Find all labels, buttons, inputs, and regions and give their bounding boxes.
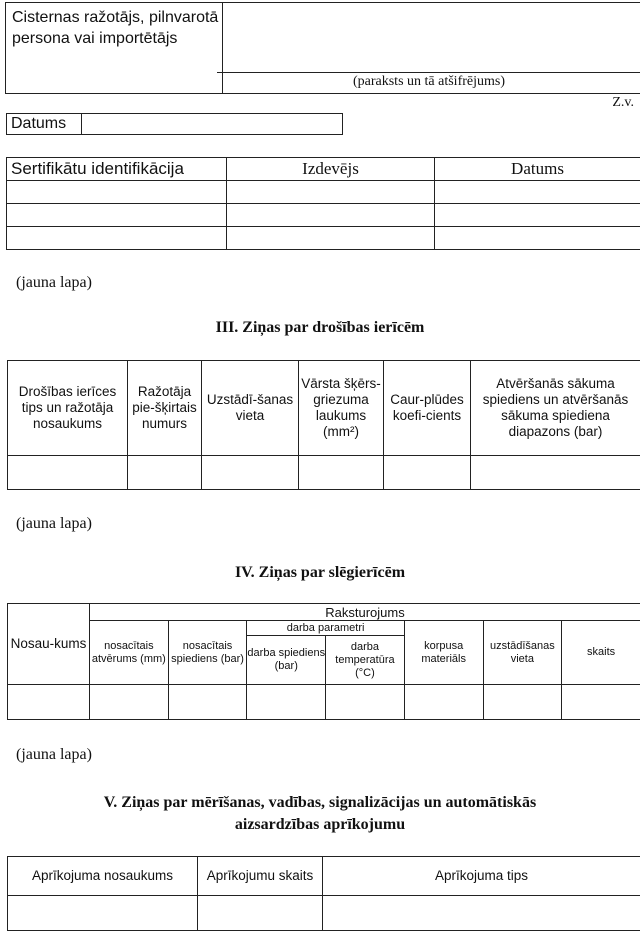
table-cell[interactable]	[326, 685, 405, 720]
table-row	[8, 896, 640, 931]
table-header-row	[8, 361, 640, 456]
header-opening-pressure: Atvēršanās sākuma spiediens un atvēršanās sākuma spiediena diapazons (bar)	[471, 361, 640, 456]
header-body-material: korpusa materiāls	[404, 621, 483, 685]
table-row	[7, 181, 640, 204]
table-row	[7, 204, 640, 227]
closing-devices-table	[7, 603, 640, 720]
header-issuer: Izdevējs	[227, 158, 435, 181]
table-cell[interactable]	[471, 456, 640, 490]
table-cell[interactable]	[435, 181, 640, 204]
table-cell[interactable]	[8, 685, 90, 720]
header-equipment-name: Aprīkojuma nosaukums	[8, 857, 198, 896]
table-cell[interactable]	[198, 896, 323, 931]
table-cell[interactable]	[404, 685, 483, 720]
seal-mark: Z.v.	[612, 95, 634, 110]
equipment-table	[7, 856, 640, 931]
header-working-pressure: darba spiediens (bar)	[247, 636, 326, 685]
table-header-row	[8, 857, 640, 896]
table-cell[interactable]	[8, 896, 198, 931]
table-cell[interactable]	[7, 204, 227, 227]
table-cell[interactable]	[299, 456, 384, 490]
table-cell[interactable]	[227, 204, 435, 227]
table-cell[interactable]	[483, 685, 562, 720]
new-page-note: (jauna lapa)	[16, 746, 92, 763]
signature-label: Cisternas ražotājs, pilnvarotā persona vai importētājs	[6, 3, 223, 94]
table-cell[interactable]	[384, 456, 471, 490]
header-cert-id: Sertifikātu identifikācija	[7, 158, 227, 181]
header-working-temperature: darba temperatūra (°C)	[326, 636, 405, 685]
section-4-title: IV. Ziņas par slēgierīcēm	[234, 564, 406, 581]
table-cell[interactable]	[7, 181, 227, 204]
table-cell[interactable]	[168, 685, 247, 720]
table-header-row	[8, 621, 640, 636]
header-device-type: Drošības ierīces tips un ražotāja nosaukums	[8, 361, 128, 456]
header-characteristics: Raksturojums	[90, 604, 640, 621]
table-row	[8, 456, 640, 490]
signature-caption: (paraksts un tā atšifrējums)	[352, 74, 505, 89]
date-label: Datums	[7, 114, 82, 135]
table-cell[interactable]	[435, 204, 640, 227]
table-row	[8, 685, 640, 720]
header-equipment-count: Aprīkojumu skaits	[198, 857, 323, 896]
table-cell[interactable]	[562, 685, 640, 720]
header-nominal-opening: nosacītais atvērums (mm)	[90, 621, 169, 685]
table-header-row	[8, 604, 640, 621]
header-count: skaits	[562, 621, 640, 685]
table-cell[interactable]	[227, 181, 435, 204]
table-cell[interactable]	[90, 685, 169, 720]
table-cell[interactable]	[8, 456, 128, 490]
header-equipment-type: Aprīkojuma tips	[323, 857, 640, 896]
date-box	[6, 113, 343, 135]
header-install-location: Uzstādī-šanas vieta	[202, 361, 299, 456]
header-working-parameters: darba parametri	[247, 621, 404, 636]
table-header-row	[7, 158, 640, 181]
table-cell[interactable]	[247, 685, 326, 720]
certificates-table	[6, 157, 640, 250]
header-install-location: uzstādīšanas vieta	[483, 621, 562, 685]
header-flow-coefficient: Caur-plūdes koefi-cients	[384, 361, 471, 456]
table-cell[interactable]	[227, 227, 435, 250]
date-input[interactable]	[82, 114, 343, 135]
header-date: Datums	[435, 158, 640, 181]
table-cell[interactable]	[128, 456, 202, 490]
new-page-note: (jauna lapa)	[16, 274, 92, 291]
new-page-note: (jauna lapa)	[16, 515, 92, 532]
safety-devices-table	[7, 360, 640, 490]
header-valve-area: Vārsta šķērs-griezuma laukums (mm²)	[299, 361, 384, 456]
table-cell[interactable]	[435, 227, 640, 250]
header-serial-number: Ražotāja pie-šķirtais numurs	[128, 361, 202, 456]
header-nominal-pressure: nosacītais spiediens (bar)	[168, 621, 247, 685]
table-cell[interactable]	[323, 896, 640, 931]
table-row	[7, 227, 640, 250]
header-name: Nosau-kums	[8, 604, 90, 685]
section-5-title: V. Ziņas par mērīšanas, vadības, signalizācijas un automātiskās aizsardzības aprīkojumu	[103, 794, 537, 833]
table-cell[interactable]	[7, 227, 227, 250]
table-cell[interactable]	[202, 456, 299, 490]
section-3-title: III. Ziņas par drošības ierīcēm	[215, 319, 425, 336]
